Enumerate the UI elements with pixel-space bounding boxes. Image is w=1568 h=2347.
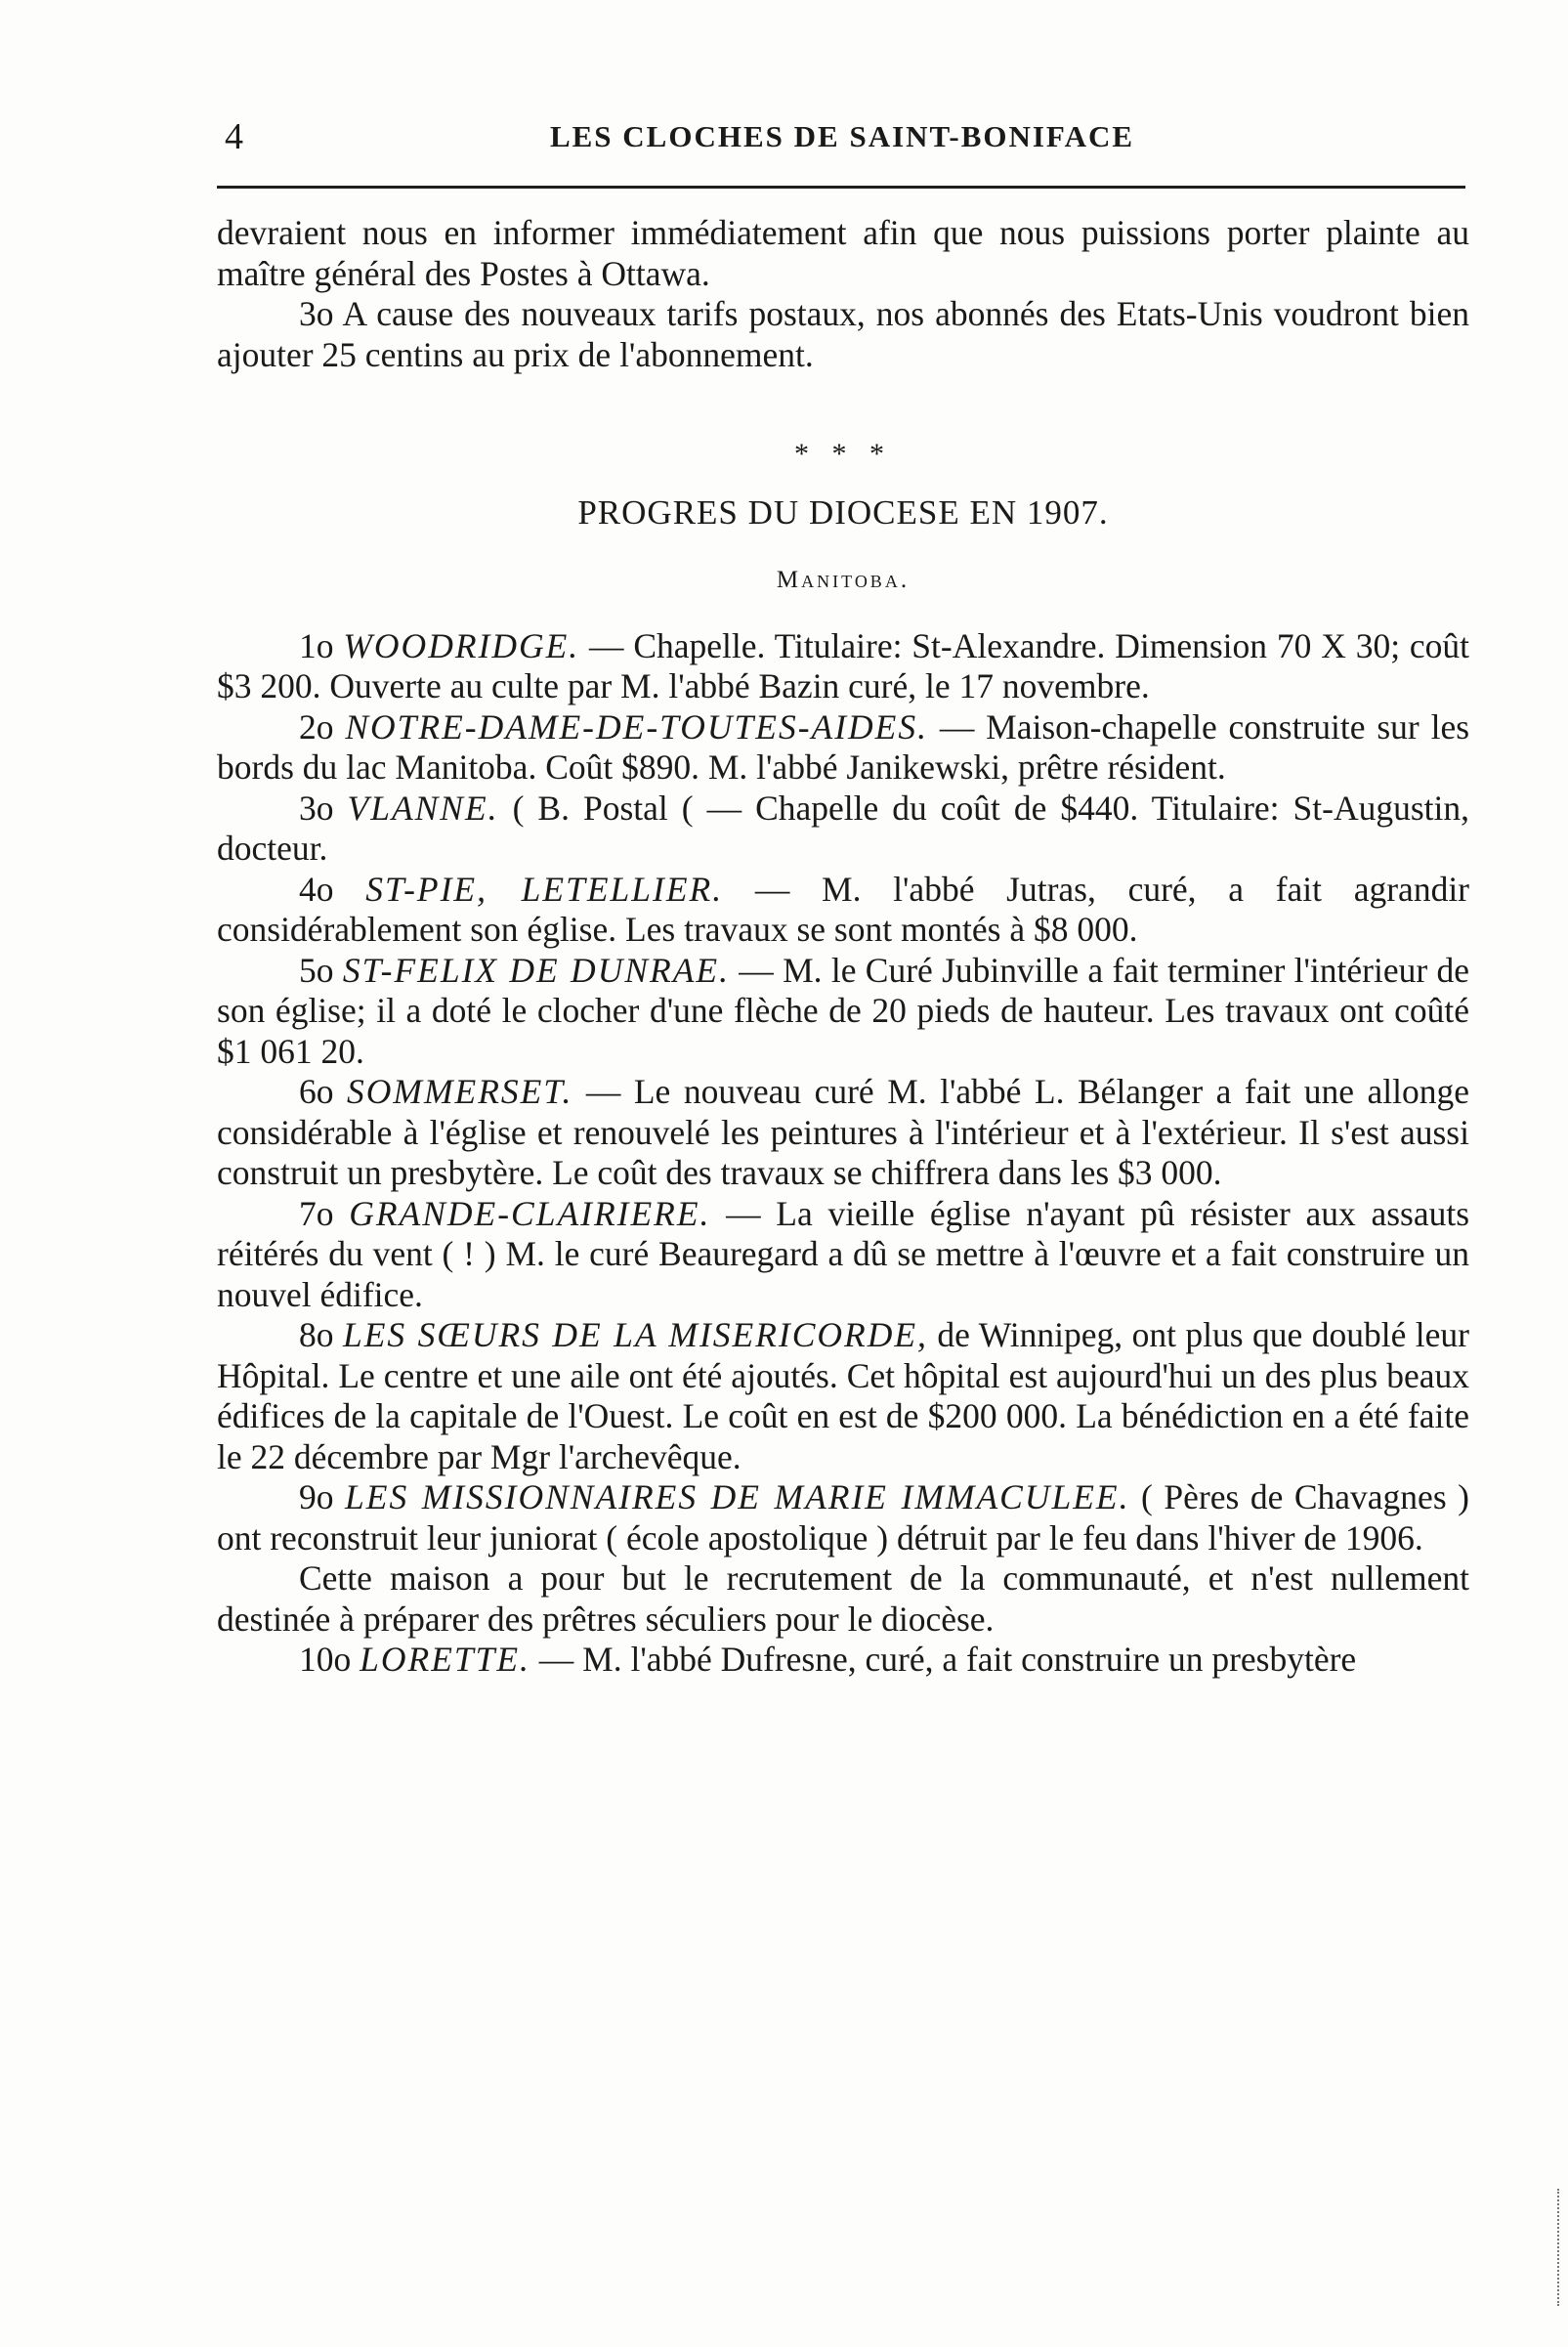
- entry-number: 6o: [299, 1072, 334, 1111]
- entry-number: 3o: [299, 788, 334, 828]
- list-item: [217, 789, 1469, 870]
- entry-number: 9o: [299, 1477, 334, 1516]
- entry-place: GRANDE-CLAIRIERE.: [349, 1193, 711, 1233]
- entry-number: 2o: [299, 706, 334, 747]
- list-item: [217, 1640, 1469, 1681]
- section-title: PROGRES DU DIOCESE EN 1907.: [577, 492, 1109, 532]
- entry-place: NOTRE-DAME-DE-TOUTES-AIDES.: [345, 706, 928, 747]
- list-item: [217, 951, 1469, 1073]
- entry-number: 7o: [299, 1193, 334, 1233]
- list-item: [217, 870, 1469, 951]
- entry-place: SOMMERSET.: [347, 1072, 573, 1111]
- entry-place: LES MISSIONNAIRES DE MARIE IMMACULEE.: [345, 1477, 1130, 1516]
- continuation-paragraph: devraient nous en informer immédiatement afin que nous puissions porter plainte au maître général des Postes à Ottawa.: [217, 213, 1469, 293]
- note-paragraph: Cette maison a pour but le recrutement de la communauté, et n'est nullement destinée à préparer des prêtres séculiers pour le diocèse.: [217, 1558, 1469, 1639]
- entry-text: — La vieille église n'ayant pû résister aux assauts réitérés du vent ( ! ) M. le curé Beauregard a dû se mettre à l'œuvre et a fait construire un nouvel édifice.: [217, 1193, 1470, 1314]
- postal-rate-paragraph: 3o A cause des nouveaux tarifs postaux, nos abonnés des Etats-Unis voudront bien ajouter 25 centins au prix de l'abonnement.: [217, 294, 1469, 374]
- article-body: [217, 213, 1469, 1681]
- page-header: [217, 115, 1467, 174]
- running-title: LES CLOCHES DE SAINT-BONIFACE: [549, 119, 1135, 153]
- list-item: [217, 1315, 1469, 1477]
- entry-text: — Chapelle. Titulaire: St-Alexandre. Dimension 70 X 30; coût $3 200. Ouverte au culte par M. l'abbé Bazin curé, le 17 novembre.: [217, 625, 1470, 705]
- entry-place: LORETTE.: [360, 1640, 530, 1679]
- entry-place: ST-FELIX DE DUNRAE.: [342, 950, 730, 990]
- entry-number: 1o: [299, 625, 334, 665]
- entry-place: WOODRIDGE.: [343, 625, 580, 665]
- list-item: [217, 707, 1469, 789]
- entry-text: — M. le Curé Jubinville a fait terminer l'intérieur de son église; il a doté le clocher d'une flèche de 20 pieds de hauteur. Les travaux ont coûté $1 061 20.: [217, 950, 1469, 1071]
- header-rule: [217, 186, 1465, 189]
- list-item: [217, 1477, 1469, 1558]
- entry-place: VLANNE.: [347, 788, 499, 828]
- page-number: 4: [225, 116, 243, 157]
- entry-text: — Le nouveau curé M. l'abbé L. Bélanger a fait une allonge considérable à l'église et renouvelé les peintures à l'intérieur et à l'extérieur. Il s'est aussi construit un presbytère. Le coût des travaux se chiffrera dans les $3 000.: [217, 1072, 1469, 1192]
- entry-text: de Winnipeg, ont plus que doublé leur Hôpital. Le centre et une aile ont été ajoutés. Cet hôpital est aujourd'hui un des plus beaux édifices de la capitale de l'Ouest. Le coût en est de $200 000. La bénédiction en a été faite le 22 décembre par Mgr l'archevêque.: [217, 1315, 1470, 1476]
- section-separator: * * *: [794, 438, 892, 470]
- entry-text: — Maison-chapelle construite sur les bords du lac Manitoba. Coût $890. M. l'abbé Janikewski, prêtre résident.: [217, 706, 1470, 787]
- entry-text: ( Pères de Chavagnes ) ont reconstruit leur juniorat ( école apostolique ) détruit par le feu dans l'hiver de 1906.: [217, 1477, 1469, 1558]
- entry-text: — M. l'abbé Dufresne, curé, a fait construire un presbytère: [538, 1640, 1357, 1679]
- entry-number: 5o: [299, 950, 334, 990]
- entry-number: 4o: [299, 869, 334, 909]
- entry-text: — M. l'abbé Jutras, curé, a fait agrandir considérablement son église. Les travaux se sont montés à $8 000.: [217, 869, 1470, 949]
- binding-edge-mark: [1557, 2189, 1562, 2306]
- entry-place: ST-PIE, LETELLIER.: [365, 869, 724, 909]
- list-item: [217, 1194, 1469, 1316]
- section-subtitle: Manitoba.: [776, 567, 911, 593]
- entry-number: 10o: [299, 1640, 352, 1679]
- list-item: [217, 1072, 1469, 1194]
- entry-number: 8o: [299, 1315, 334, 1354]
- list-item: [217, 626, 1469, 707]
- entry-text: ( B. Postal ( — Chapelle du coût de $440. Titulaire: St-Augustin, docteur.: [217, 788, 1470, 868]
- entry-place: LES SŒURS DE LA MISERICORDE,: [342, 1315, 928, 1354]
